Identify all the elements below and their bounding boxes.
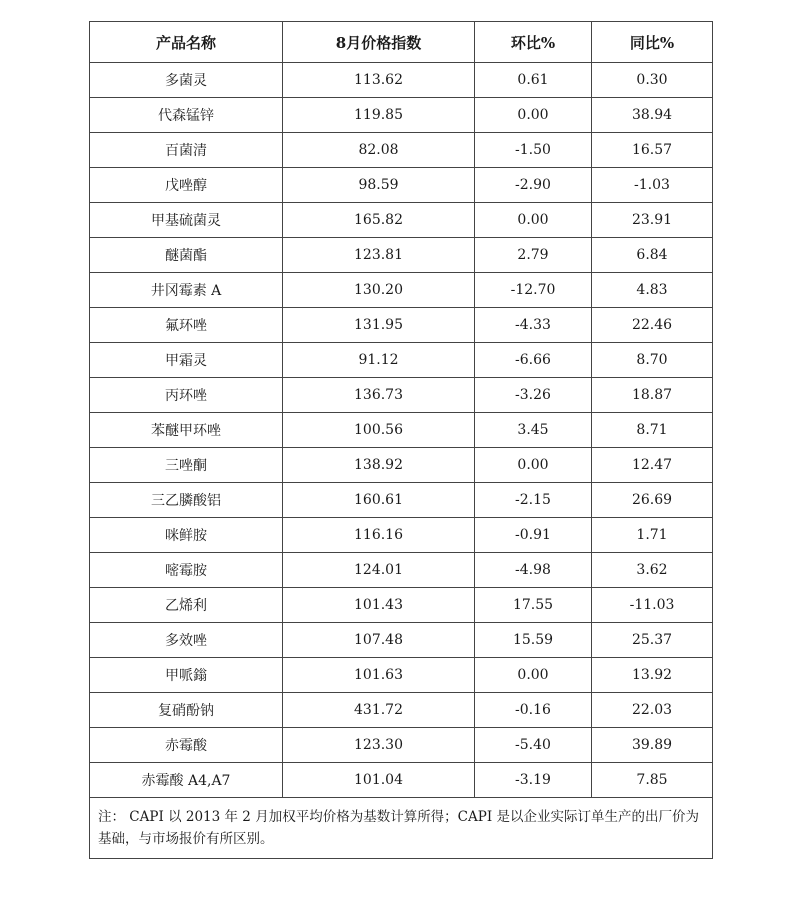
price-index-cell: 138.92 xyxy=(283,448,475,483)
product-name-cell: 多效唑 xyxy=(90,623,283,658)
product-name-cell: 甲霜灵 xyxy=(90,343,283,378)
product-name-cell: 丙环唑 xyxy=(90,378,283,413)
yoy-change-cell: -1.03 xyxy=(592,168,713,203)
product-name-cell: 复硝酚钠 xyxy=(90,693,283,728)
mom-change-cell: 17.55 xyxy=(475,588,592,623)
product-name-cell: 三乙膦酸铝 xyxy=(90,483,283,518)
mom-change-cell: 0.00 xyxy=(475,448,592,483)
mom-change-cell: 3.45 xyxy=(475,413,592,448)
header-mom-change: 环比% xyxy=(475,22,592,63)
yoy-change-cell: 8.70 xyxy=(592,343,713,378)
product-name-cell: 赤霉酸 A4,A7 xyxy=(90,763,283,798)
yoy-change-cell: 23.91 xyxy=(592,203,713,238)
table-row xyxy=(90,623,713,658)
yoy-change-cell: 13.92 xyxy=(592,658,713,693)
table-row xyxy=(90,238,713,273)
table-row xyxy=(90,693,713,728)
table-note: 注： CAPI 以 2013 年 2 月加权平均价格为基数计算所得；CAPI 是以企业实际订单生产的出厂价为基础，与市场报价有所区别。 xyxy=(90,798,713,859)
table-row xyxy=(90,658,713,693)
mom-change-cell: -6.66 xyxy=(475,343,592,378)
mom-change-cell: 2.79 xyxy=(475,238,592,273)
product-name-cell: 井冈霉素 A xyxy=(90,273,283,308)
product-name-cell: 醚菌酯 xyxy=(90,238,283,273)
mom-change-cell: -1.50 xyxy=(475,133,592,168)
yoy-change-cell: -11.03 xyxy=(592,588,713,623)
price-index-cell: 130.20 xyxy=(283,273,475,308)
mom-change-cell: -2.90 xyxy=(475,168,592,203)
yoy-change-cell: 3.62 xyxy=(592,553,713,588)
price-index-cell: 123.81 xyxy=(283,238,475,273)
table-header-row xyxy=(90,22,713,63)
mom-change-cell: 0.00 xyxy=(475,203,592,238)
mom-change-cell: 0.00 xyxy=(475,98,592,133)
product-name-cell: 多菌灵 xyxy=(90,63,283,98)
yoy-change-cell: 16.57 xyxy=(592,133,713,168)
price-index-cell: 116.16 xyxy=(283,518,475,553)
mom-change-cell: -5.40 xyxy=(475,728,592,763)
product-name-cell: 百菌清 xyxy=(90,133,283,168)
table-row xyxy=(90,413,713,448)
yoy-change-cell: 0.30 xyxy=(592,63,713,98)
product-name-cell: 戊唑醇 xyxy=(90,168,283,203)
mom-change-cell: -4.98 xyxy=(475,553,592,588)
price-index-cell: 136.73 xyxy=(283,378,475,413)
product-name-cell: 氟环唑 xyxy=(90,308,283,343)
price-index-cell: 124.01 xyxy=(283,553,475,588)
price-index-cell: 165.82 xyxy=(283,203,475,238)
yoy-change-cell: 8.71 xyxy=(592,413,713,448)
yoy-change-cell: 25.37 xyxy=(592,623,713,658)
price-index-cell: 100.56 xyxy=(283,413,475,448)
mom-change-cell: -0.91 xyxy=(475,518,592,553)
table-row xyxy=(90,588,713,623)
product-name-cell: 赤霉酸 xyxy=(90,728,283,763)
yoy-change-cell: 18.87 xyxy=(592,378,713,413)
table-row xyxy=(90,98,713,133)
header-yoy-change: 同比% xyxy=(592,22,713,63)
mom-change-cell: 15.59 xyxy=(475,623,592,658)
table-row xyxy=(90,168,713,203)
mom-change-cell: 0.00 xyxy=(475,658,592,693)
mom-change-cell: -0.16 xyxy=(475,693,592,728)
product-name-cell: 甲哌鎓 xyxy=(90,658,283,693)
price-index-cell: 91.12 xyxy=(283,343,475,378)
product-name-cell: 三唑酮 xyxy=(90,448,283,483)
price-index-table xyxy=(89,21,713,859)
yoy-change-cell: 6.84 xyxy=(592,238,713,273)
table-row xyxy=(90,273,713,308)
mom-change-cell: -3.26 xyxy=(475,378,592,413)
table-row xyxy=(90,763,713,798)
price-index-cell: 98.59 xyxy=(283,168,475,203)
table-row xyxy=(90,728,713,763)
product-name-cell: 嘧霉胺 xyxy=(90,553,283,588)
price-index-cell: 101.63 xyxy=(283,658,475,693)
yoy-change-cell: 4.83 xyxy=(592,273,713,308)
product-name-cell: 苯醚甲环唑 xyxy=(90,413,283,448)
price-index-cell: 123.30 xyxy=(283,728,475,763)
price-index-cell: 160.61 xyxy=(283,483,475,518)
mom-change-cell: -3.19 xyxy=(475,763,592,798)
price-index-cell: 107.48 xyxy=(283,623,475,658)
mom-change-cell: 0.61 xyxy=(475,63,592,98)
price-index-cell: 82.08 xyxy=(283,133,475,168)
table-row xyxy=(90,553,713,588)
product-name-cell: 咪鲜胺 xyxy=(90,518,283,553)
table-row xyxy=(90,308,713,343)
table-row xyxy=(90,203,713,238)
yoy-change-cell: 12.47 xyxy=(592,448,713,483)
mom-change-cell: -12.70 xyxy=(475,273,592,308)
table-row xyxy=(90,448,713,483)
product-name-cell: 甲基硫菌灵 xyxy=(90,203,283,238)
yoy-change-cell: 22.03 xyxy=(592,693,713,728)
product-name-cell: 代森锰锌 xyxy=(90,98,283,133)
yoy-change-cell: 26.69 xyxy=(592,483,713,518)
yoy-change-cell: 39.89 xyxy=(592,728,713,763)
table-row xyxy=(90,378,713,413)
header-price-index: 8月价格指数 xyxy=(283,22,475,63)
table-row xyxy=(90,133,713,168)
mom-change-cell: -4.33 xyxy=(475,308,592,343)
yoy-change-cell: 22.46 xyxy=(592,308,713,343)
price-index-cell: 101.43 xyxy=(283,588,475,623)
table-row xyxy=(90,483,713,518)
product-name-cell: 乙烯利 xyxy=(90,588,283,623)
yoy-change-cell: 38.94 xyxy=(592,98,713,133)
price-index-cell: 119.85 xyxy=(283,98,475,133)
price-index-cell: 431.72 xyxy=(283,693,475,728)
header-product-name: 产品名称 xyxy=(90,22,283,63)
note-row xyxy=(90,798,713,859)
table-row xyxy=(90,63,713,98)
price-index-cell: 131.95 xyxy=(283,308,475,343)
price-index-cell: 113.62 xyxy=(283,63,475,98)
table-row xyxy=(90,518,713,553)
table-row xyxy=(90,343,713,378)
table-body xyxy=(90,63,713,798)
yoy-change-cell: 7.85 xyxy=(592,763,713,798)
price-index-cell: 101.04 xyxy=(283,763,475,798)
mom-change-cell: -2.15 xyxy=(475,483,592,518)
yoy-change-cell: 1.71 xyxy=(592,518,713,553)
